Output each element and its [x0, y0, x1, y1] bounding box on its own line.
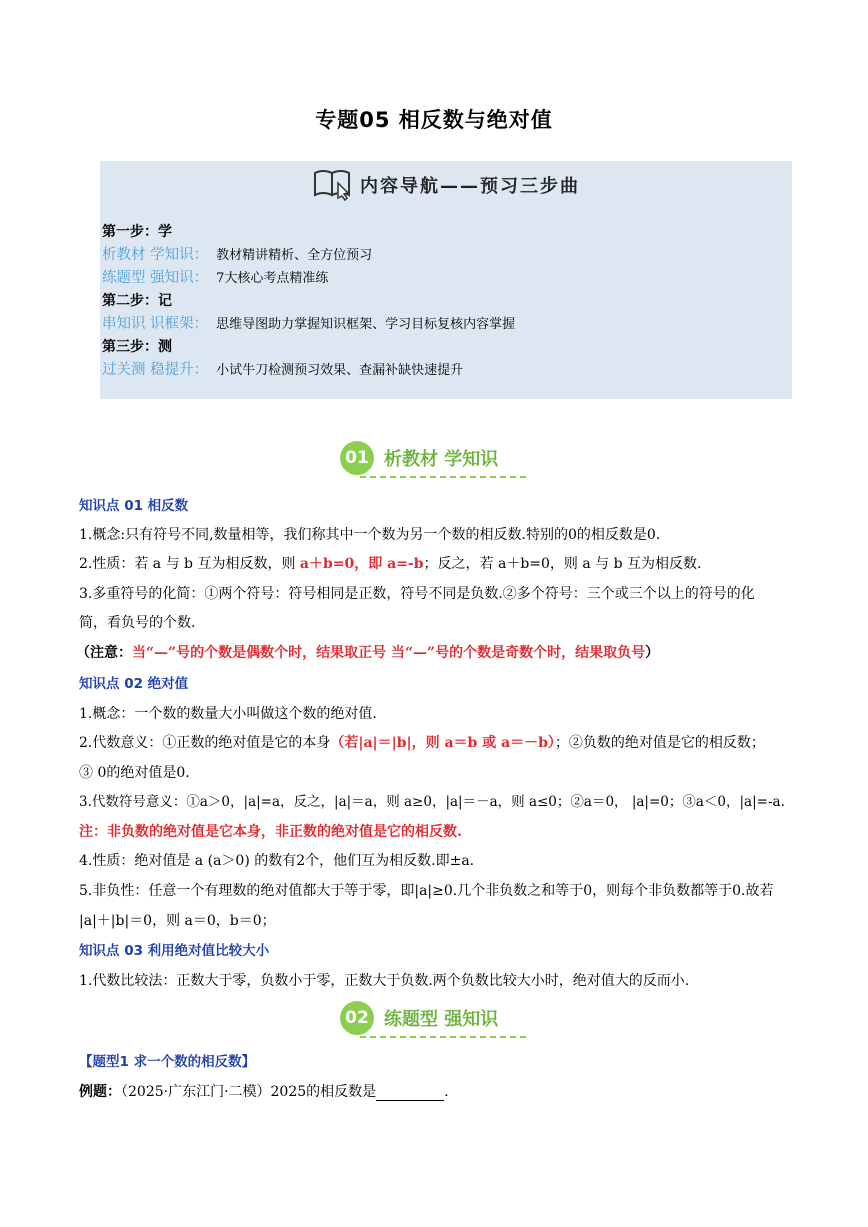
nav-lines: [102, 221, 782, 382]
kp1-line: 简，看负号的个数.: [79, 615, 196, 631]
red-text: 当“—”号的个数是偶数个时，结果取正号 当“—”号的个数是奇数个时，结果取负号: [132, 645, 646, 661]
section-divider: [360, 1036, 526, 1038]
section-badge-02: [340, 999, 540, 1039]
step-label: 第一步：学: [102, 224, 172, 240]
book-hand-icon: [312, 165, 354, 205]
kp2-line: 5.非负性：任意一个有理数的绝对值都大于等于零，即|a|≥0.几个非负数之和等于0，则每个非负数都等于0.故若: [79, 883, 774, 899]
kp3-heading: 知识点 03 利用绝对值比较大小: [79, 943, 270, 959]
nav-step-3: [102, 336, 782, 359]
kp2-line: 1.概念：一个数的数量大小叫做这个数的绝对值.: [79, 706, 377, 722]
text: （注意：: [76, 645, 132, 661]
kp3-line: 1.代数比较法：正数大于零，负数小于零，正数大于负数.两个负数比较大小时，绝对值大的反而小.: [79, 973, 690, 989]
kp2-note: 注：非负数的绝对值是它本身，非正数的绝对值是它的相反数.: [79, 824, 462, 840]
kp2-line: ③ 0的绝对值是0.: [79, 765, 190, 781]
section-badge-01: [340, 439, 540, 479]
nav-item: [102, 313, 782, 336]
nav-item: [102, 244, 782, 267]
example-text: （2025·广东江门·二模）2025的相反数是: [121, 1084, 377, 1100]
type1-heading: 【题型1 求一个数的相反数】: [79, 1054, 256, 1070]
kp2-line: 4.性质：绝对值是 a (a＞0) 的数有2个，他们互为相反数.即±a.: [79, 853, 475, 869]
text: 2.代数意义：①正数的绝对值是它的本身: [79, 735, 331, 751]
kp1-line: 3.多重符号的化简：①两个符号：符号相同是正数，符号不同是负数.②多个符号：三个或三个以上的符号的化: [79, 586, 755, 602]
section-number: 01: [340, 441, 374, 475]
nav-item: [102, 267, 782, 290]
kp1-heading: 知识点 01 相反数: [79, 498, 189, 514]
text: ；反之，若 a＋b=0，则 a 与 b 互为相反数.: [423, 556, 702, 572]
content-navigation-box: [100, 161, 792, 399]
nav-desc: 7大核心考点精准练: [216, 271, 329, 286]
nav-tag: 过关测 稳提升：: [102, 362, 209, 378]
text: .: [444, 1084, 449, 1100]
kp2-line: |a|＋|b|＝0，则 a＝0，b＝0；: [79, 913, 276, 929]
nav-tag: 串知识 识框架：: [102, 316, 209, 332]
nav-desc: 教材精讲精析、全方位预习: [216, 248, 373, 263]
red-text: （若|a|＝|b|，则 a＝b 或 a＝－b）: [330, 735, 555, 751]
nav-tag: 析教材 学知识：: [102, 247, 209, 263]
kp1-line: 1.概念:只有符号不同,数量相等，我们称其中一个数为另一个数的相反数.特别的0的相反数是0.: [79, 527, 661, 543]
nav-item: [102, 359, 782, 382]
kp2-heading: 知识点 02 绝对值: [79, 676, 189, 692]
nav-step-1: [102, 221, 782, 244]
kp1-line: [79, 555, 831, 573]
nav-tag: 练题型 强知识：: [102, 270, 209, 286]
section-label: 练题型 强知识: [384, 1009, 499, 1030]
section-label: 析教材 学知识: [384, 449, 499, 470]
answer-blank[interactable]: [376, 1086, 444, 1101]
example-label: 例题：: [79, 1084, 121, 1100]
section-divider: [360, 476, 526, 478]
text: 2.性质：若 a 与 b 互为相反数，则: [79, 556, 300, 572]
red-text: a＋b=0，即 a=-b: [299, 556, 424, 572]
step-label: 第二步：记: [102, 293, 172, 309]
step-label: 第三步：测: [102, 339, 172, 355]
nav-heading: [100, 167, 792, 203]
example-line: [79, 1083, 831, 1101]
kp2-line: [79, 734, 831, 752]
nav-step-2: [102, 290, 782, 313]
nav-desc: 思维导图助力掌握知识框架、学习目标复核内容掌握: [216, 317, 516, 332]
kp1-note: [76, 644, 828, 662]
nav-heading-text: 内容导航——预习三步曲: [360, 176, 580, 197]
page-title: 专题05 相反数与绝对值: [315, 108, 553, 132]
text: ；②负数的绝对值是它的相反数；: [554, 735, 765, 751]
text: ）: [645, 645, 660, 661]
nav-desc: 小试牛刀检测预习效果、查漏补缺快速提升: [216, 363, 464, 378]
kp2-line: 3.代数符号意义：①a＞0，|a|=a，反之，|a|＝a，则 a≥0，|a|＝－a，则 a≤0；②a＝0， |a|=0；③a＜0，|a|=-a.: [79, 794, 785, 810]
section-number: 02: [340, 1001, 374, 1035]
